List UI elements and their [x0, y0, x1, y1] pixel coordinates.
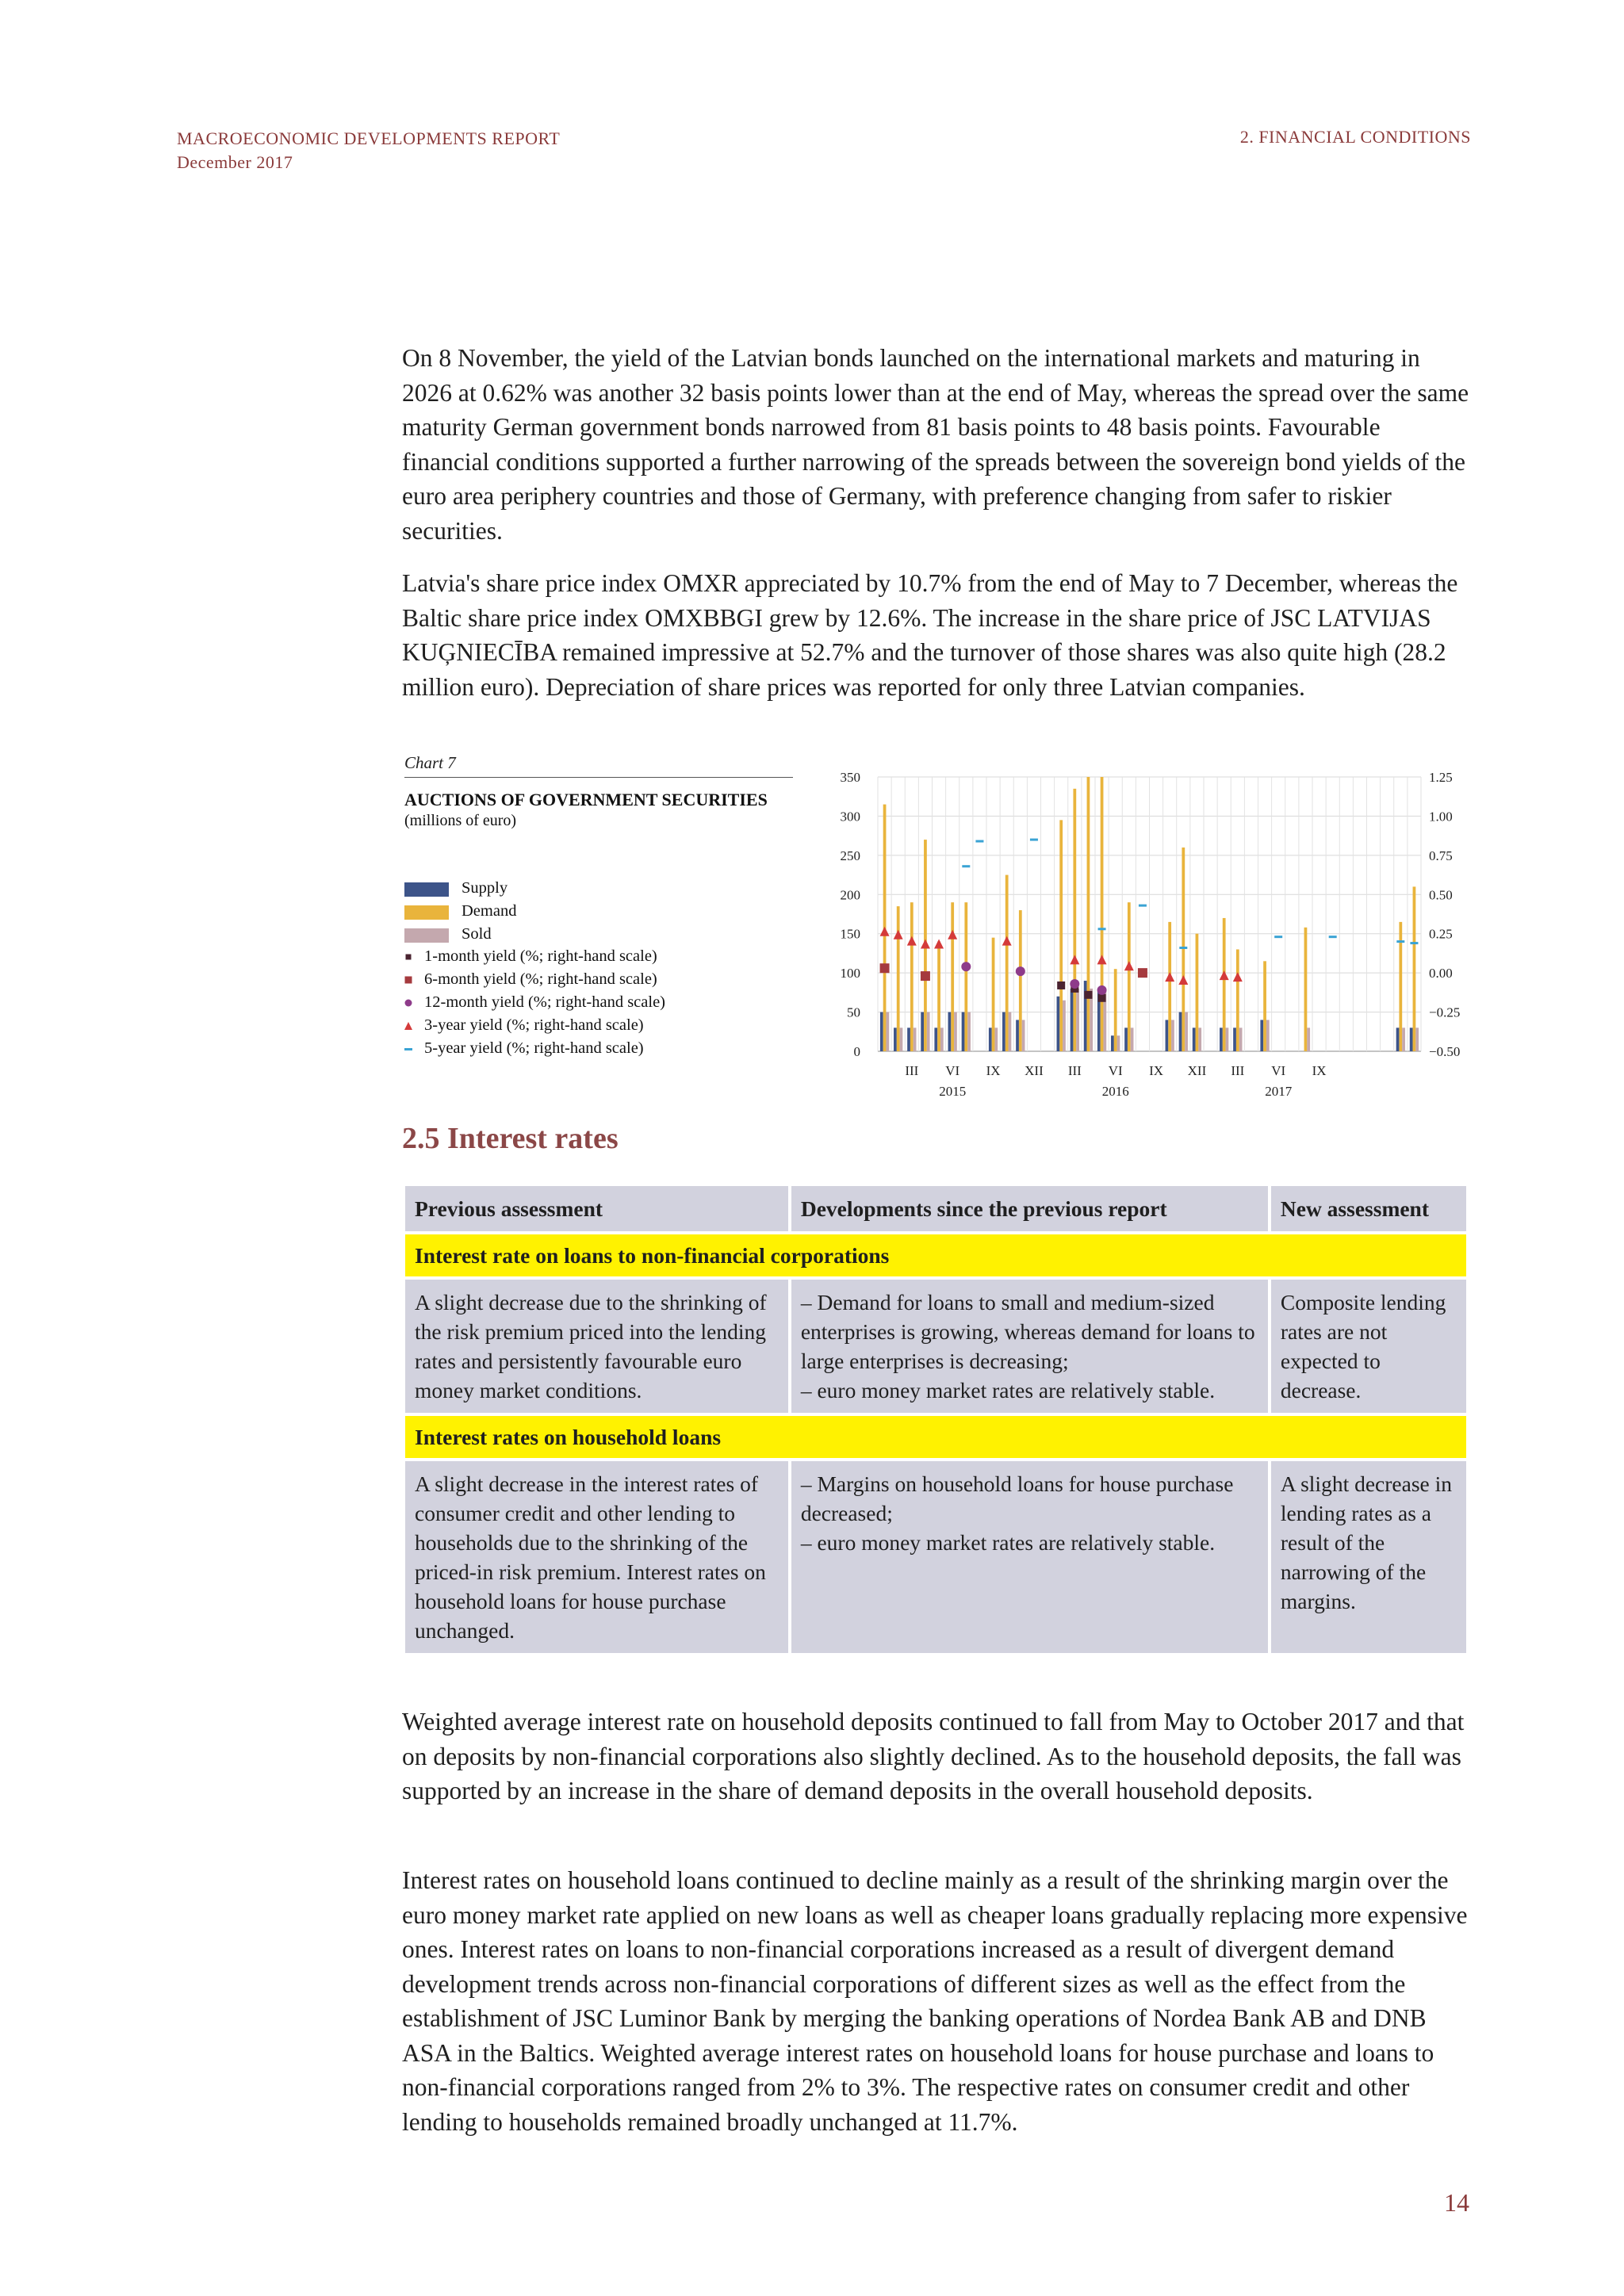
- bar-demand: [897, 906, 900, 1051]
- marker-5-year: [1030, 839, 1038, 841]
- bar-supply: [1166, 1020, 1169, 1051]
- chart-7: [402, 752, 1480, 1108]
- band-household-loans: Interest rates on household loans: [405, 1416, 1466, 1458]
- dash-marker-icon: [404, 1045, 412, 1053]
- report-date: December 2017: [177, 152, 293, 172]
- bar-supply: [1179, 1012, 1182, 1051]
- bar-demand: [1059, 820, 1063, 1051]
- x-tick-label: IX: [1149, 1063, 1164, 1078]
- bar-demand: [910, 902, 914, 1051]
- legend-label: 5-year yield (%; right-hand scale): [424, 1039, 644, 1057]
- bar-supply: [948, 1012, 952, 1051]
- cell-previous: A slight decrease in the interest rates of consumer credit and other lending to households due to the shrinking of the priced-in risk premium. Interest rates on household loans for house purchase unchanged.: [405, 1461, 788, 1653]
- x-tick-label: IX: [1312, 1063, 1327, 1078]
- bar-demand: [1196, 934, 1199, 1051]
- bar-sold: [1226, 1027, 1229, 1051]
- legend-swatch: [404, 905, 449, 920]
- legend-label: 12-month yield (%; right-hand scale): [424, 993, 665, 1011]
- legend-label: Demand: [462, 901, 517, 920]
- legend-label: 1-month yield (%; right-hand scale): [424, 947, 657, 966]
- bar-sold: [940, 1027, 944, 1051]
- report-header: [177, 127, 560, 174]
- bar-sold: [1009, 1012, 1012, 1051]
- marker-5-year: [1139, 905, 1147, 907]
- y2-tick-label: 0.75: [1429, 848, 1453, 863]
- year-label: 2017: [1265, 1084, 1293, 1099]
- marker-5-year: [1274, 936, 1282, 938]
- bar-supply: [1002, 1012, 1005, 1051]
- legend-label: 6-month yield (%; right-hand scale): [424, 970, 657, 989]
- bar-supply: [1111, 1035, 1114, 1051]
- paragraph-bond-yields: [402, 341, 1473, 548]
- legend-swatch: [404, 928, 449, 943]
- bar-demand: [1168, 922, 1171, 1051]
- bar-supply: [1260, 1020, 1263, 1051]
- marker-1-month: [1098, 994, 1106, 1002]
- year-label: 2015: [939, 1084, 967, 1099]
- x-tick-label: IX: [986, 1063, 1001, 1078]
- bar-demand: [951, 902, 954, 1051]
- section-title: 2.5 Interest rates: [402, 1122, 619, 1155]
- col-header-previous: Previous assessment: [405, 1186, 788, 1231]
- bar-supply: [894, 1027, 897, 1051]
- marker-3-year: [907, 936, 917, 946]
- bar-sold: [1415, 1027, 1419, 1051]
- bar-demand: [1128, 902, 1131, 1051]
- bar-sold: [967, 1012, 971, 1051]
- marker-5-year: [1410, 942, 1418, 944]
- bar-sold: [1063, 1001, 1066, 1051]
- bar-sold: [1131, 1027, 1134, 1051]
- x-tick-label: VI: [1271, 1063, 1286, 1078]
- bar-demand: [1114, 969, 1117, 1051]
- bar-sold: [1307, 1027, 1310, 1051]
- cell-new: A slight decrease in lending rates as a result of the narrowing of the margins.: [1271, 1461, 1466, 1653]
- x-tick-label: VI: [945, 1063, 960, 1078]
- triangle-marker-icon: [404, 1022, 412, 1030]
- y2-tick-label: −0.50: [1429, 1044, 1461, 1059]
- paragraph-text: Latvia's share price index OMXR appreciated by 10.7% from the end of May to 7 December, whereas the Baltic share price index OMXBBGI grew by 12.6%. The increase in the share price of JSC LATVIJAS KUĢNIECĪBA remained impressive at 52.7% and the turnover of those shares was also quite high (28.2 million euro). Depreciation of share prices was reported for only three Latvian companies.: [402, 569, 1458, 701]
- bar-demand: [1263, 961, 1266, 1051]
- marker-3-year: [1178, 975, 1188, 985]
- bar-demand: [1236, 949, 1239, 1051]
- marker-6-month: [921, 971, 930, 981]
- legend-label: Supply: [462, 879, 508, 897]
- bar-supply: [1016, 1020, 1019, 1051]
- marker-3-year: [1220, 970, 1229, 980]
- marker-3-year: [1002, 936, 1012, 946]
- paragraph-loan-rates: [402, 1863, 1473, 2139]
- marker-3-year: [1165, 972, 1174, 982]
- y-tick-label: 350: [840, 770, 860, 785]
- table-row: [405, 1461, 1466, 1653]
- col-header-new: New assessment: [1271, 1186, 1466, 1231]
- y-tick-label: 150: [840, 926, 860, 942]
- bar-demand: [1182, 848, 1185, 1051]
- x-tick-label: III: [1231, 1063, 1245, 1078]
- bar-supply: [962, 1012, 965, 1051]
- paragraph-deposit-rates: [402, 1705, 1473, 1808]
- marker-3-year: [934, 939, 944, 949]
- x-tick-label: XII: [1025, 1063, 1044, 1078]
- marker-5-year: [1098, 928, 1106, 930]
- chart-caption: Chart 7: [404, 753, 456, 772]
- bar-sold: [1266, 1020, 1270, 1051]
- table-band-row: [405, 1234, 1466, 1276]
- table-header-row: [405, 1186, 1466, 1231]
- bar-demand: [1413, 886, 1416, 1051]
- marker-5-year: [1396, 940, 1404, 943]
- marker-5-year: [975, 840, 983, 843]
- bar-demand: [1304, 928, 1308, 1051]
- y2-tick-label: 1.25: [1429, 770, 1453, 785]
- y-tick-label: 100: [840, 966, 860, 982]
- y2-tick-label: 0.50: [1429, 887, 1453, 903]
- bar-supply: [1396, 1027, 1400, 1051]
- bar-sold: [1171, 1020, 1174, 1051]
- bar-sold: [886, 1012, 889, 1051]
- y2-tick-label: −0.25: [1429, 1004, 1461, 1020]
- bar-sold: [914, 1027, 917, 1051]
- bar-sold: [1402, 1027, 1405, 1051]
- legend-swatch: [404, 882, 449, 897]
- bar-demand: [964, 902, 967, 1051]
- square-marker-icon: [404, 953, 412, 961]
- paragraph-text: Weighted average interest rate on household deposits continued to fall from May to October 2017 and that on deposits by non-financial corporations also slightly declined. As to the household deposits, the fall was supported by an increase in the share of demand deposits in the overall household deposits.: [402, 1708, 1465, 1804]
- table-band-row: [405, 1416, 1466, 1458]
- marker-6-month: [1138, 968, 1147, 978]
- cell-developments: – Margins on household loans for house purchase decreased; – euro money market rates are relatively stable.: [791, 1461, 1268, 1653]
- y2-tick-label: 0.00: [1429, 966, 1453, 982]
- bar-sold: [1185, 1012, 1188, 1051]
- bar-supply: [1193, 1027, 1196, 1051]
- bar-demand: [1005, 875, 1009, 1051]
- bar-demand: [992, 938, 995, 1051]
- assessment-table: [402, 1183, 1469, 1656]
- x-tick-label: VI: [1108, 1063, 1123, 1078]
- bar-demand: [1223, 918, 1226, 1051]
- paragraph-share-prices: [402, 566, 1473, 704]
- bar-sold: [1198, 1027, 1201, 1051]
- bar-demand: [1101, 777, 1104, 1051]
- y-tick-label: 50: [847, 1004, 860, 1020]
- bar-supply: [1410, 1027, 1413, 1051]
- marker-5-year: [962, 865, 970, 867]
- cell-new: Composite lending rates are not expected to decrease.: [1271, 1280, 1466, 1413]
- bar-sold: [954, 1012, 957, 1051]
- bar-sold: [927, 1012, 930, 1051]
- cell-developments: – Demand for loans to small and medium-sized enterprises is growing, whereas demand for loans to large enterprises is decreasing; – euro money market rates are relatively stable.: [791, 1280, 1268, 1413]
- y2-tick-label: 1.00: [1429, 809, 1453, 825]
- legend-label: Sold: [462, 924, 492, 943]
- square-marker-icon: [404, 976, 412, 984]
- bar-supply: [989, 1027, 992, 1051]
- chart-subtitle: (millions of euro): [404, 812, 517, 829]
- y-tick-label: 250: [840, 848, 860, 863]
- bar-supply: [1220, 1027, 1223, 1051]
- bar-supply: [1233, 1027, 1236, 1051]
- circle-marker-icon: [404, 999, 412, 1007]
- band-corporate-loans: Interest rate on loans to non-financial corporations: [405, 1234, 1466, 1276]
- bar-supply: [1071, 989, 1074, 1051]
- marker-12-month: [1070, 979, 1079, 989]
- cell-previous: A slight decrease due to the shrinking of the risk premium priced into the lending rates and persistently favourable euro money market conditions.: [405, 1280, 788, 1413]
- marker-3-year: [1124, 961, 1134, 970]
- page-number: 14: [1444, 2188, 1469, 2217]
- section-label: 2. FINANCIAL CONDITIONS: [1239, 127, 1471, 147]
- year-label: 2016: [1101, 1084, 1129, 1099]
- marker-1-month: [1084, 991, 1092, 999]
- marker-6-month: [880, 963, 890, 973]
- bar-sold: [1239, 1027, 1243, 1051]
- x-tick-label: XII: [1187, 1063, 1207, 1078]
- bar-demand: [937, 942, 940, 1051]
- paragraph-text: On 8 November, the yield of the Latvian bonds launched on the international markets and maturing in 2026 at 0.62% was another 32 basis points lower than at the end of May, whereas the spread over the same maturity German government bonds narrowed from 81 basis points to 48 basis points. Favourable financial conditions supported a further narrowing of the spreads between the sovereign bond yields of the euro area periphery countries and those of Germany, with preference changing from safer to riskier securities.: [402, 344, 1469, 545]
- marker-3-year: [1233, 972, 1243, 982]
- auction-chart-plot: [814, 752, 1480, 1100]
- legend-label: 3-year yield (%; right-hand scale): [424, 1016, 644, 1034]
- bar-supply: [1057, 997, 1060, 1051]
- marker-3-year: [1097, 955, 1107, 964]
- bar-supply: [1124, 1027, 1128, 1051]
- marker-3-year: [921, 939, 930, 949]
- marker-5-year: [1329, 936, 1337, 938]
- chart-caption-rule: [404, 777, 793, 778]
- marker-5-year: [1179, 947, 1187, 949]
- marker-3-year: [894, 930, 903, 939]
- bar-supply: [934, 1027, 937, 1051]
- x-tick-label: III: [905, 1063, 919, 1078]
- bar-demand: [1019, 910, 1022, 1051]
- marker-1-month: [1057, 982, 1065, 989]
- marker-3-year: [880, 927, 890, 936]
- y-tick-label: 0: [853, 1044, 860, 1059]
- y-tick-label: 300: [840, 809, 860, 825]
- bar-supply: [907, 1027, 910, 1051]
- bar-demand: [1073, 789, 1076, 1051]
- bar-supply: [880, 1012, 883, 1051]
- bar-sold: [1117, 1035, 1120, 1051]
- chart-title: AUCTIONS OF GOVERNMENT SECURITIES: [404, 790, 768, 809]
- marker-12-month: [961, 962, 971, 971]
- marker-3-year: [948, 930, 957, 939]
- bar-sold: [1022, 1020, 1025, 1051]
- y-tick-label: 200: [840, 887, 860, 903]
- table-row: [405, 1280, 1466, 1413]
- marker-12-month: [1097, 985, 1107, 995]
- bar-sold: [900, 1027, 903, 1051]
- bar-sold: [1076, 989, 1079, 1051]
- paragraph-text: Interest rates on household loans continued to decline mainly as a result of the shrinking margin over the euro money market rate applied on new loans as well as cheaper loans gradually replacing more expensive ones. Interest rates on loans to non-financial corporations increased as a result of divergent demand development trends across non-financial corporations of different sizes as well as the effect from the establishment of JSC Luminor Bank by merging the banking operations of Nordea Bank AB and DNB ASA in the Baltics. Weighted average interest rates on household loans for house purchase and loans to non-financial corporations ranged from 2% to 3%. The respective rates on consumer credit and other lending to households remained broadly unchanged at 11.7%.: [402, 1866, 1468, 2136]
- bar-demand: [1087, 777, 1090, 1051]
- marker-12-month: [1016, 966, 1025, 976]
- col-header-developments: Developments since the previous report: [791, 1186, 1268, 1231]
- y2-tick-label: 0.25: [1429, 926, 1453, 942]
- marker-3-year: [1070, 955, 1079, 964]
- x-tick-label: III: [1067, 1063, 1082, 1078]
- bar-sold: [994, 1027, 998, 1051]
- bar-supply: [921, 1012, 924, 1051]
- report-title: MACROECONOMIC DEVELOPMENTS REPORT: [177, 128, 561, 148]
